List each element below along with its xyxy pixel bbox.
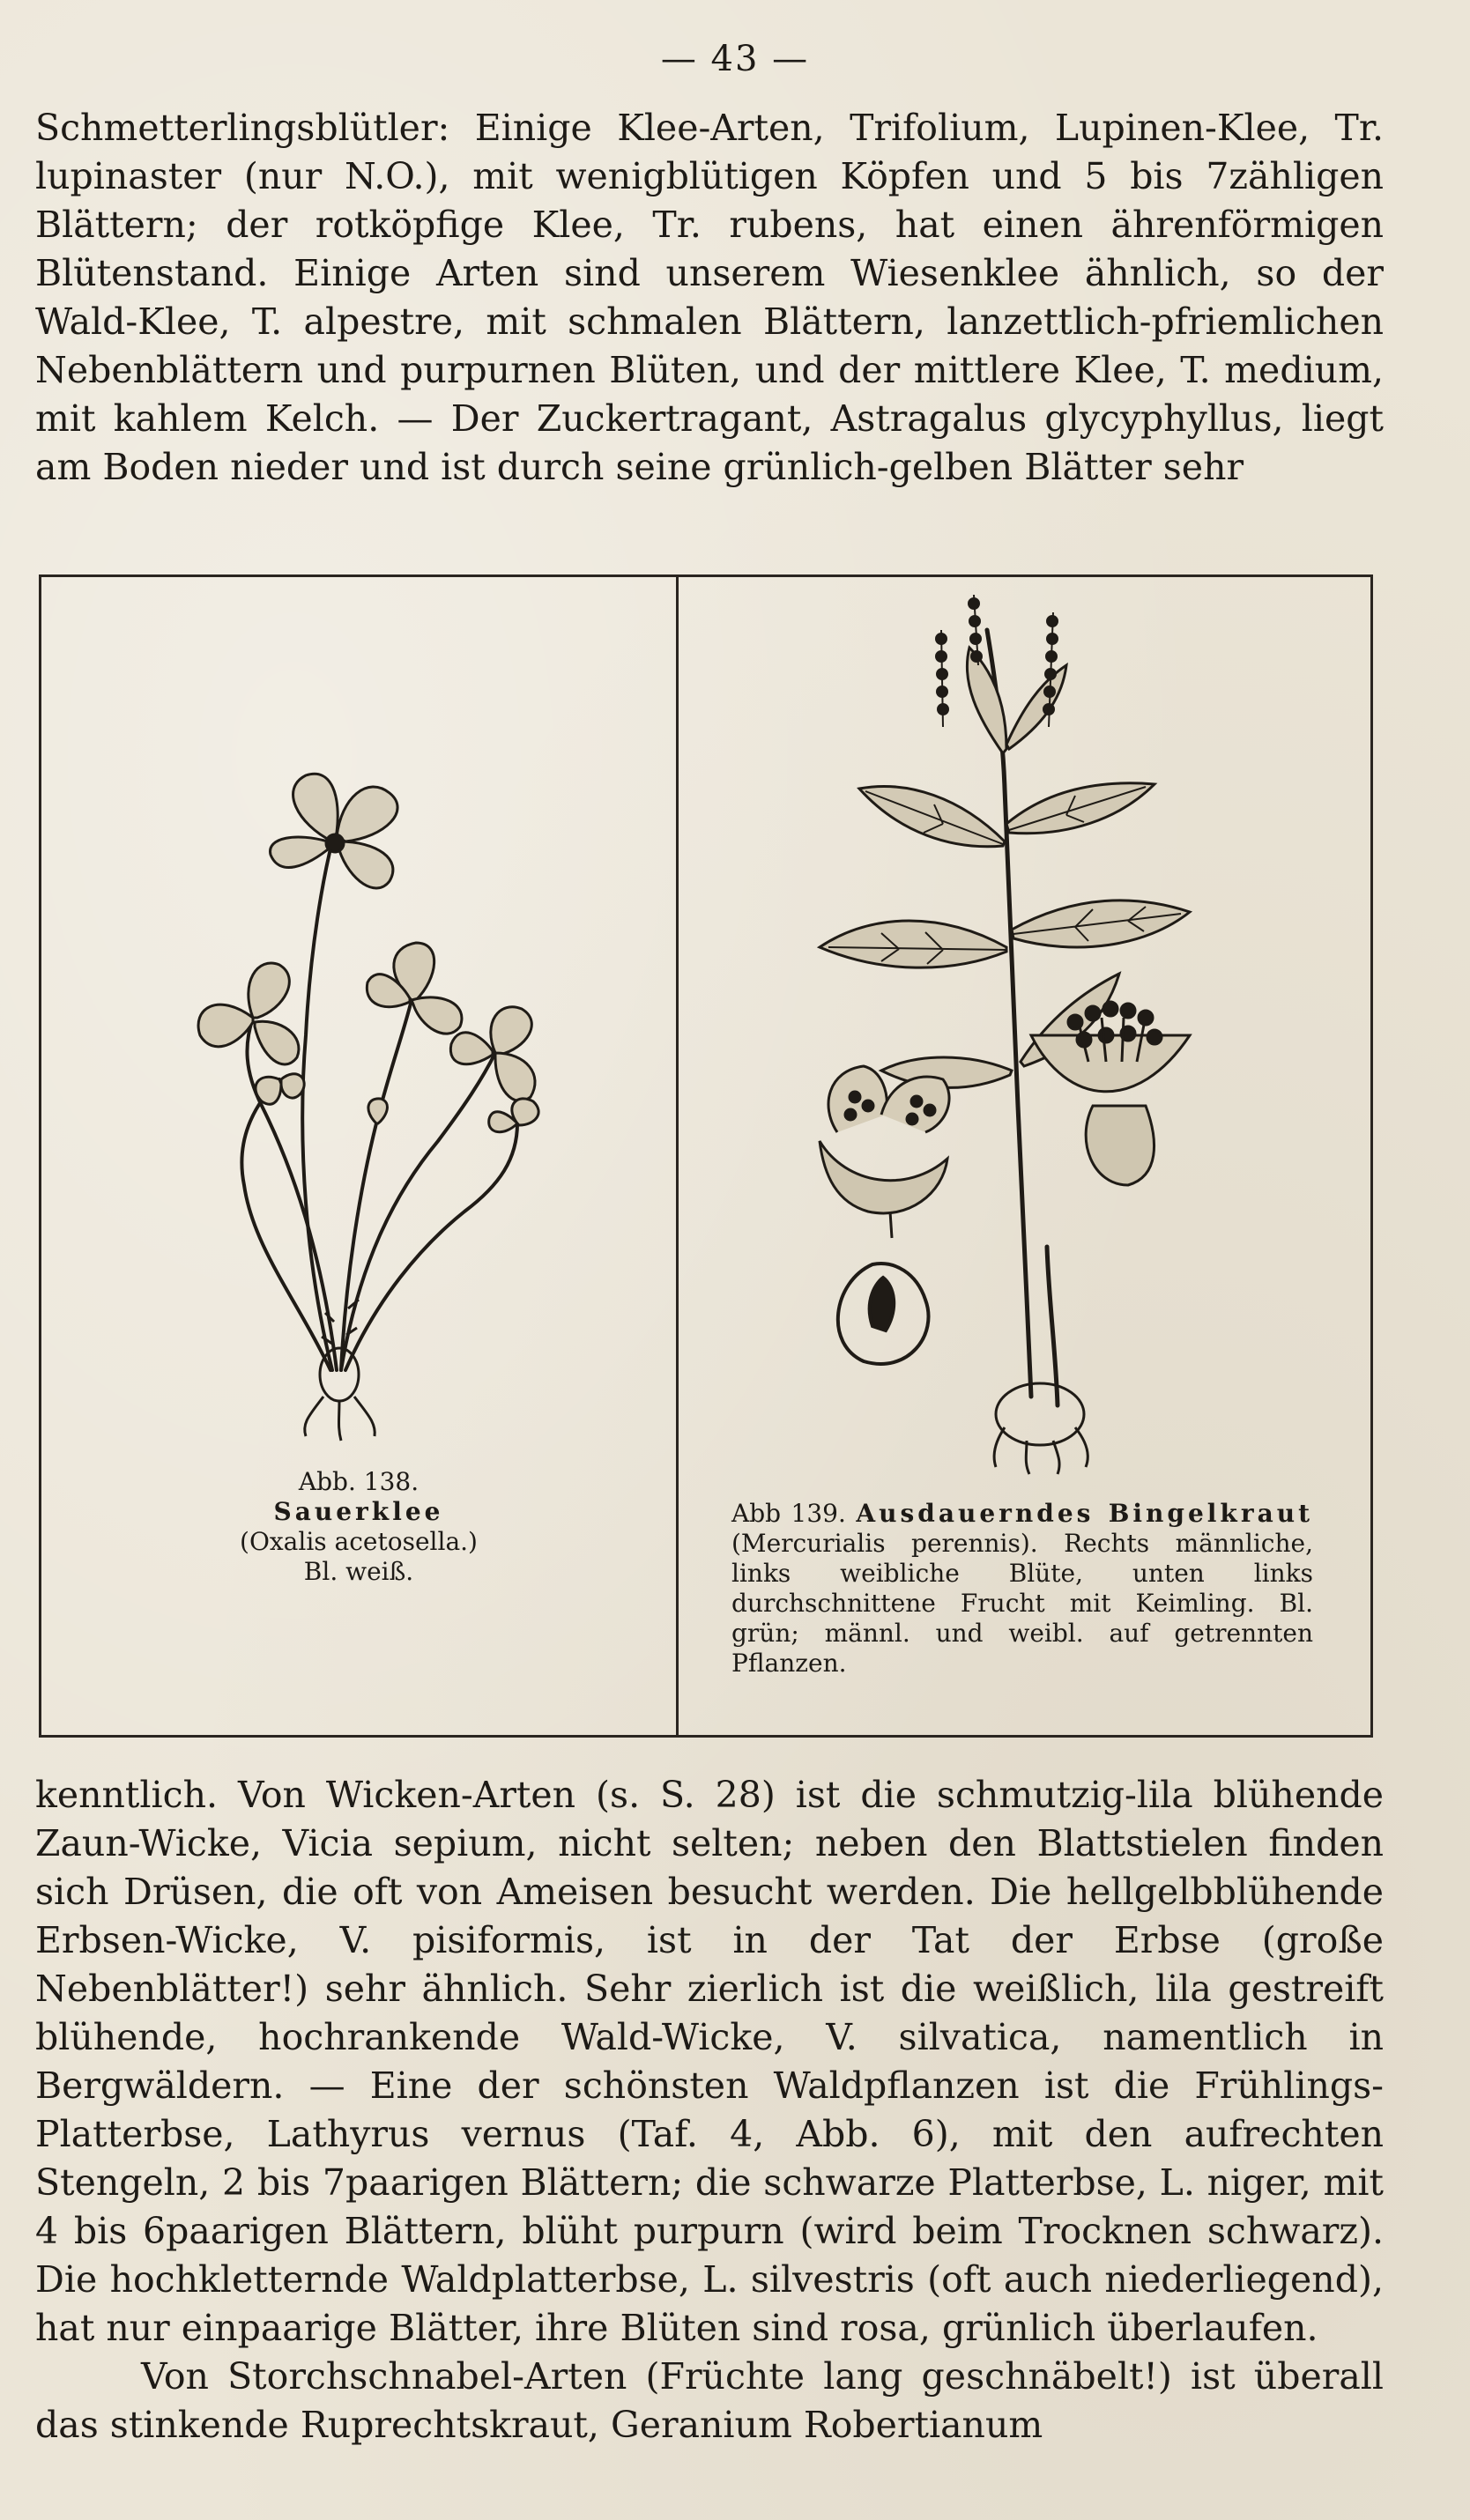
figure-139-title: Ausdauerndes Bingelkraut (856, 1499, 1314, 1528)
figure-139-caption (731, 1499, 1313, 1679)
figure-139-label: Abb 139. (731, 1499, 846, 1528)
figure-138-title: Sauerklee (273, 1497, 444, 1526)
figure-138-note: Bl. weiß. (303, 1557, 414, 1586)
top-paragraph: Schmetterlingsblütler: Einige Klee-Arten, Trifolium, Lupinen-Klee, Tr. lupinaster (nur N.O.), mit wenigblütigen Köpfen und 5 bis 7zähligen Blättern; der rotköpfige Klee, Tr. rubens, hat einen ährenförmigen Blütenstand. Einige Arten sind unserem Wiesenklee ähnlich, so der Wald-Klee, T. alpestre, mit schmalen Blättern, lanzettlich-pfriemlichen Nebenblättern und purpurnen Blüten, und der mittlere Klee, T. medium, mit kahlem Kelch. — Der Zuckertragant, Astragalus glycyphyllus, liegt am Boden nieder und ist durch seine grünlich-gelben Blätter sehr (35, 107, 1384, 488)
oxalis-illustration (41, 577, 676, 1458)
figure-139 (679, 577, 1373, 1735)
figure-139-description: (Mercurialis perennis). Rechts männliche, links weibliche Blüte, unten links durchschnittene Frucht mit Keimling. Bl. grün; männl. und weibl. auf getrennten Pflanzen. (731, 1529, 1313, 1678)
figure-138 (41, 577, 676, 1735)
mercurialis-illustration (679, 577, 1373, 1493)
page-number: — 43 — (660, 39, 810, 79)
figure-138-latin: (Oxalis acetosella.) (240, 1527, 478, 1556)
top-text-block (35, 104, 1384, 562)
bottom-paragraph-2: Von Storchschnabel-Arten (Früchte lang geschnäbelt!) ist überall das stinkende Ruprechtskraut, Geranium Robertianum (35, 2355, 1384, 2446)
bottom-paragraph-1: kenntlich. Von Wicken-Arten (s. S. 28) ist die schmutzig-lila blühende Zaun-Wicke, Vicia sepium, nicht selten; neben den Blattstielen finden sich Drüsen, die oft von Ameisen besucht werden. Die hellgelbblühende Erbsen-Wicke, V. pisiformis, ist in der Tat der Erbse (große Nebenblätter!) sehr ähnlich. Sehr zierlich ist die weißlich, lila gestreift blühende, hochrankende Wald-Wicke, V. silvatica, namentlich in Bergwäldern. — Eine der schönsten Waldpflanzen ist die Frühlings-Platterbse, Lathyrus vernus (Taf. 4, Abb. 6), mit den aufrechten Stengeln, 2 bis 7paarigen Blättern; die schwarze Platterbse, L. niger, mit 4 bis 6paarigen Blättern, blüht purpurn (wird beim Trocknen schwarz). Die hochkletternde Waldplatterbse, L. silvestris (oft auch niederliegend), hat nur einpaarige Blätter, ihre Blüten sind rosa, grünlich überlaufen. (35, 1774, 1384, 2349)
figure-138-caption (174, 1467, 544, 1587)
figure-box (39, 574, 1373, 1738)
figure-138-label: Abb. 138. (298, 1467, 419, 1496)
bottom-text-block (35, 1771, 1384, 2467)
